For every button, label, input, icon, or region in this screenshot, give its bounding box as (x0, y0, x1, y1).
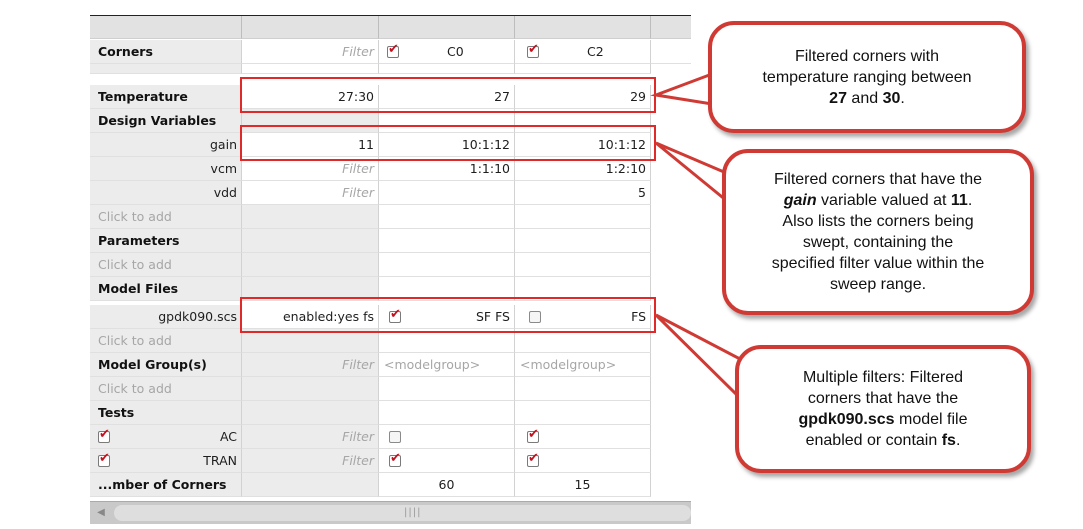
filter-field[interactable]: Filter (242, 157, 379, 181)
model-file-label: gpdk090.scs (90, 305, 242, 329)
filter-field[interactable]: enabled:yes fs (242, 305, 379, 329)
value-cell-c0[interactable]: 1:1:10 (379, 157, 515, 181)
corner-count-c0: 60 (379, 473, 515, 497)
callout-text: swept, containing the (802, 234, 954, 251)
value-cell-c2[interactable]: 10:1:12 (515, 133, 651, 157)
callout-text: temperature ranging between (762, 68, 972, 86)
filter-field[interactable]: Filter (242, 353, 379, 377)
filter-field[interactable]: Filter (242, 181, 379, 205)
value-cell-c0[interactable]: 10:1:12 (379, 133, 515, 157)
callout-pointer-multi (656, 315, 742, 398)
filter-field[interactable]: 11 (242, 133, 379, 157)
filter-field[interactable]: Filter (242, 40, 379, 64)
callout-text: Also lists the corners being (782, 213, 974, 230)
filter-field[interactable]: Filter (242, 449, 379, 473)
section-label: ...mber of Corners (90, 473, 242, 497)
callout-text: specified filter value within the (771, 255, 985, 272)
value-cell-c2[interactable]: 5 (515, 181, 651, 205)
value-cell-c0[interactable]: 27 (379, 85, 515, 109)
model-group-c2[interactable]: <modelgroup> (515, 353, 651, 377)
section-values: FS (631, 309, 646, 324)
row-label: Corners (90, 40, 242, 64)
callout-multiple-filters (735, 345, 1031, 473)
callout-text: Filtered corners that have the (773, 171, 983, 188)
value-cell-c2[interactable]: 29 (515, 85, 651, 109)
corner-name: C2 (587, 44, 604, 59)
callout-text: gain variable valued at 11. (783, 192, 973, 209)
scroll-left-arrow-icon[interactable]: ◀ (97, 507, 105, 518)
callout-text: Filtered corners with (794, 47, 940, 65)
callout-text: sweep range. (829, 276, 927, 293)
click-to-add[interactable]: Click to add (90, 253, 242, 277)
section-label: Model Group(s) (90, 353, 242, 377)
callout-text: corners that have the (807, 390, 959, 407)
click-to-add[interactable]: Click to add (90, 205, 242, 229)
row-label: Temperature (90, 85, 242, 109)
variable-label: vcm (90, 157, 242, 181)
test-name: AC (219, 429, 237, 444)
section-label: Tests (90, 401, 242, 425)
click-to-add[interactable]: Click to add (90, 377, 242, 401)
corner-name: C0 (447, 44, 464, 59)
section-label: Parameters (90, 229, 242, 253)
value-cell-c2[interactable]: 1:2:10 (515, 157, 651, 181)
click-to-add[interactable]: Click to add (90, 329, 242, 353)
callout-text: gpdk090.scs model file (798, 411, 968, 428)
variable-label: gain (90, 133, 242, 157)
callout-text: 27 and 30. (829, 89, 905, 107)
callout-gain (722, 149, 1034, 315)
section-values: SF FS (475, 309, 510, 324)
callout-pointer-temp (656, 74, 712, 104)
variable-label: vdd (90, 181, 242, 205)
section-label: Model Files (90, 277, 242, 301)
callout-temperature (708, 21, 1026, 133)
filter-field[interactable]: Filter (242, 425, 379, 449)
section-label: Design Variables (90, 109, 242, 133)
model-group-c0[interactable]: <modelgroup> (379, 353, 515, 377)
corner-count-c2: 15 (515, 473, 651, 497)
callout-text: enabled or contain fs. (805, 432, 961, 449)
callout-text: Multiple filters: Filtered (802, 369, 964, 386)
test-name: TRAN (203, 453, 237, 468)
filter-field[interactable]: 27:30 (242, 85, 379, 109)
grip-icon: |||| (404, 507, 422, 518)
